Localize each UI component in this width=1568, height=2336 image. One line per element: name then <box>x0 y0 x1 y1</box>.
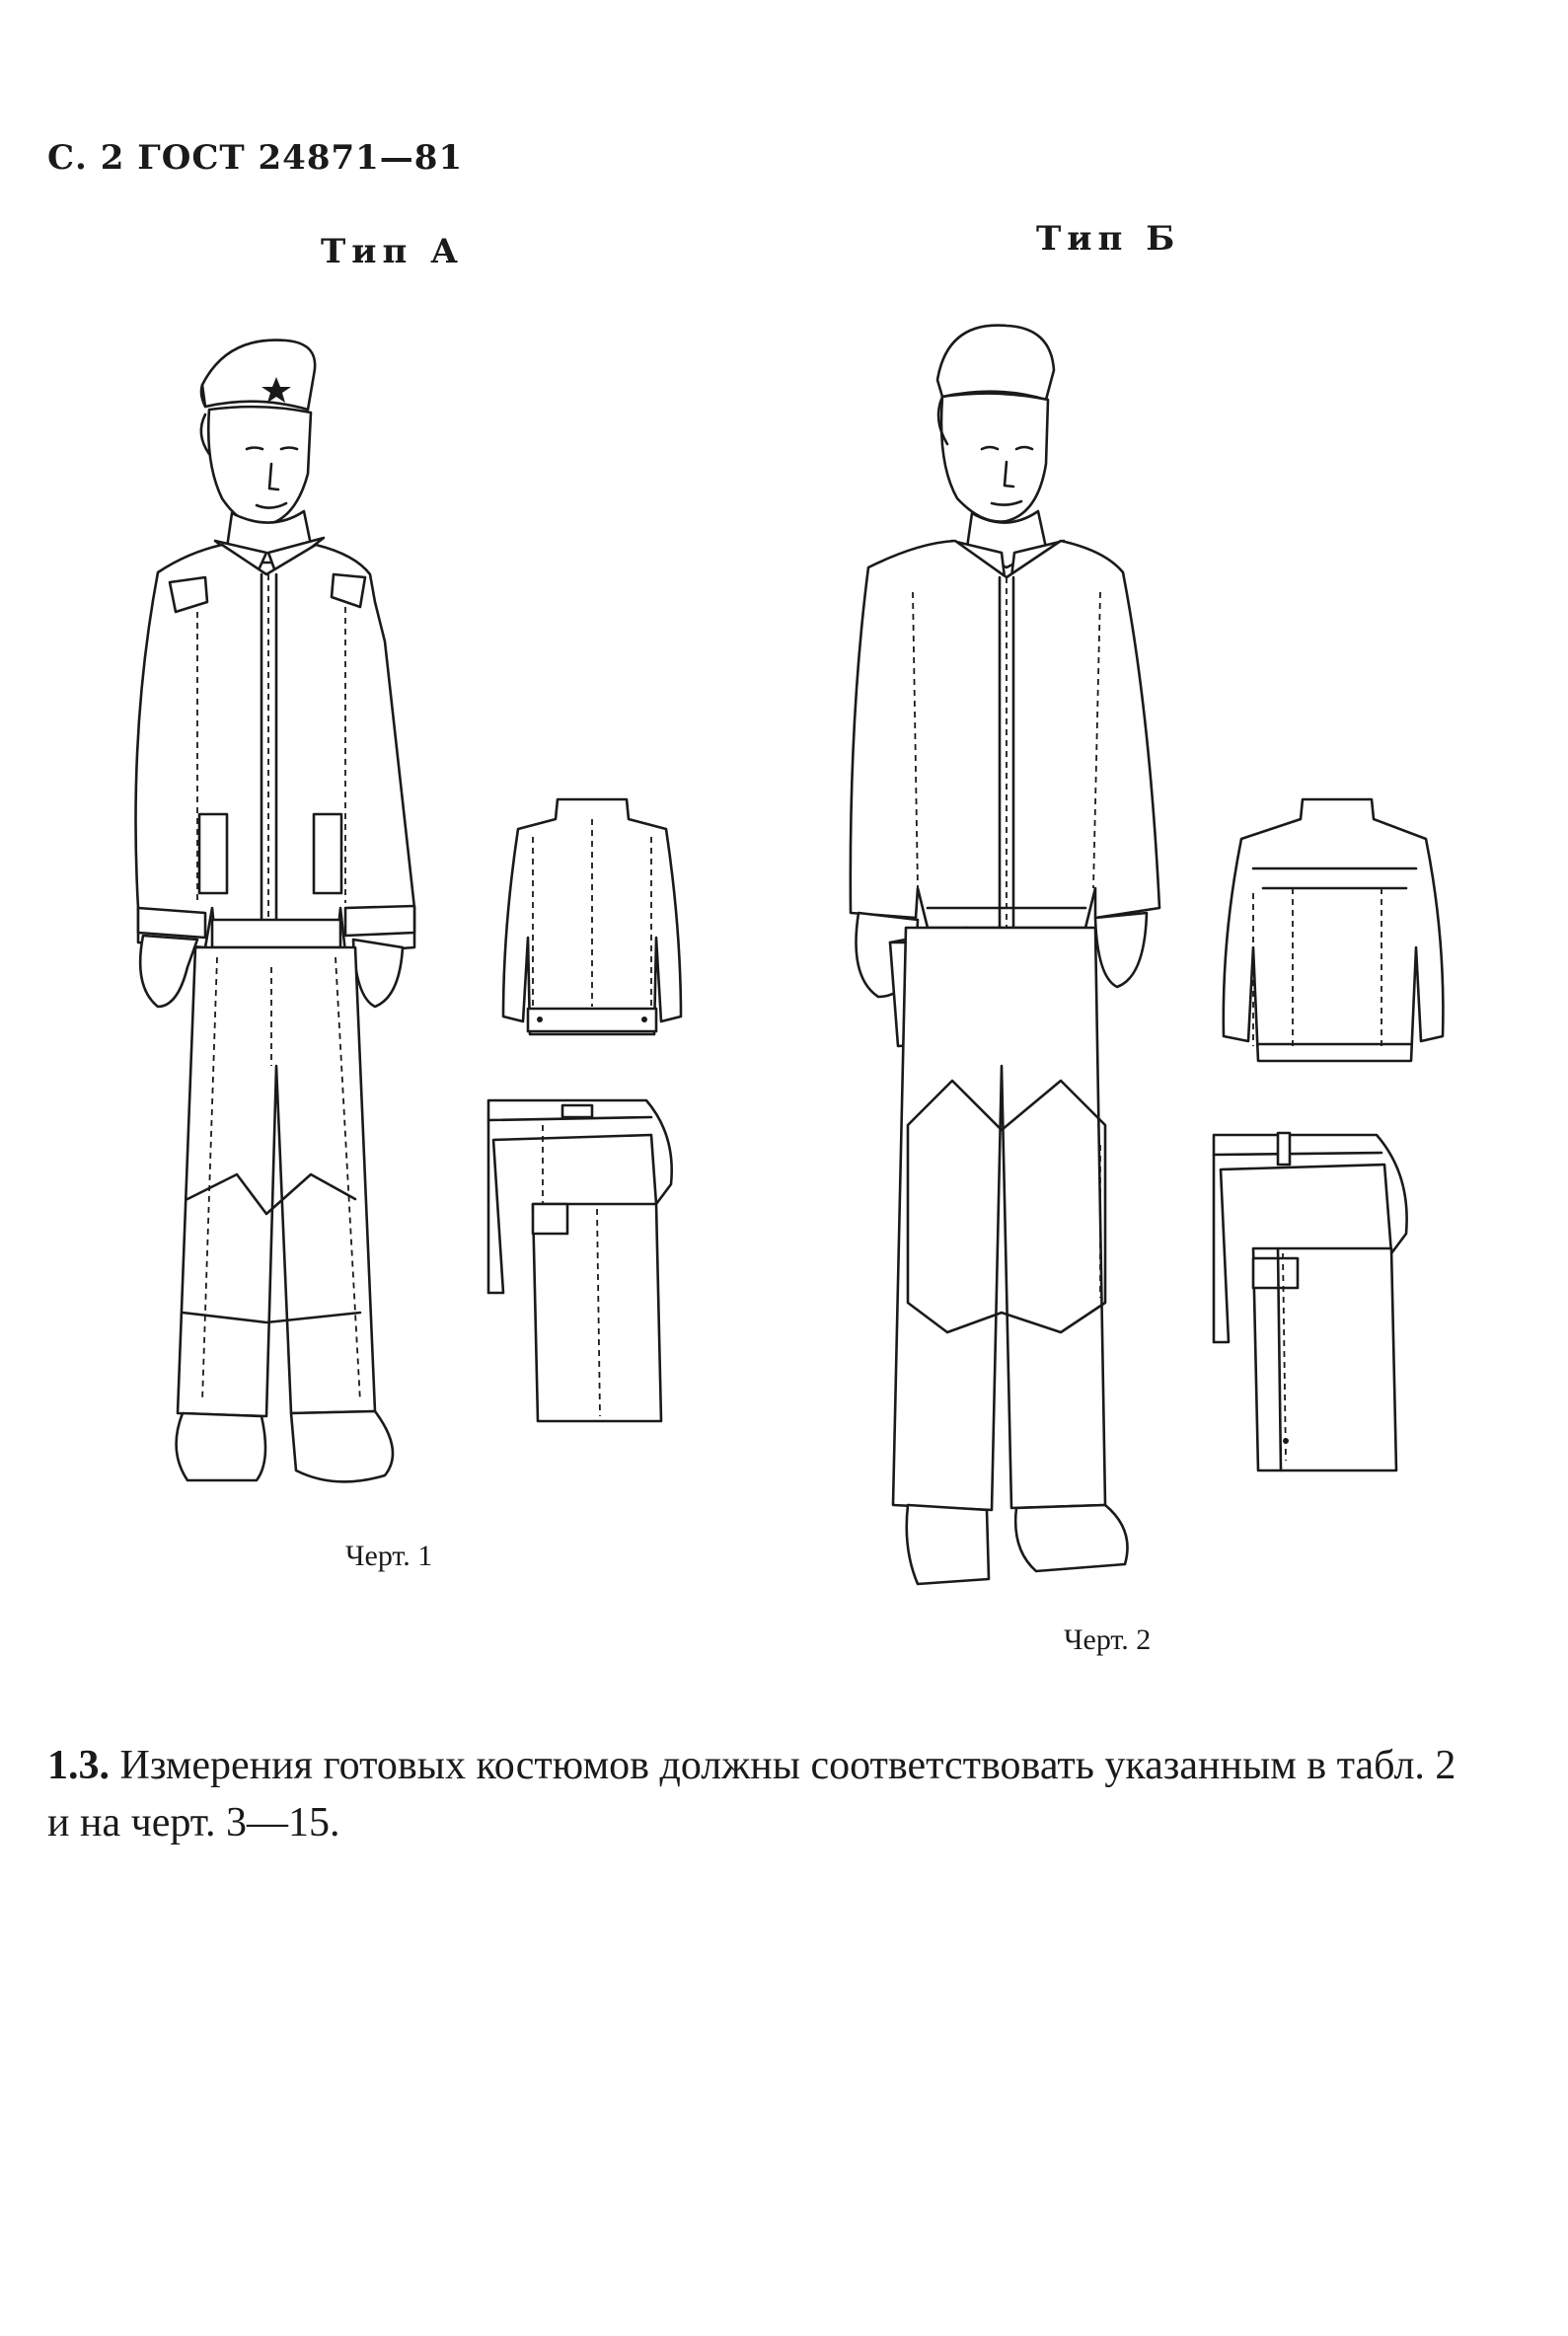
figure-2-caption: Черт. 2 <box>1064 1623 1152 1656</box>
figure-type-b-jacket-back <box>1214 790 1451 1076</box>
paragraph-number: 1.3. <box>47 1743 110 1788</box>
figure-type-b-trousers <box>1209 1125 1421 1480</box>
figure-type-b-person <box>809 296 1184 1589</box>
paragraph-1-3 <box>47 1737 1468 1851</box>
type-a-label: Тип А <box>321 232 464 271</box>
figure-type-a-person <box>89 316 464 1500</box>
type-b-label: Тип Б <box>1036 219 1181 259</box>
figure-type-a-trousers <box>484 1095 691 1431</box>
paragraph-text: Измерения готовых костюмов должны соответствовать указанным в табл. 2 и на черт. 3—15. <box>47 1743 1456 1846</box>
figure-1-caption: Черт. 1 <box>345 1540 433 1572</box>
figure-type-a-jacket-back <box>498 790 686 1046</box>
page-header: С. 2 ГОСТ 24871—81 <box>47 138 464 178</box>
